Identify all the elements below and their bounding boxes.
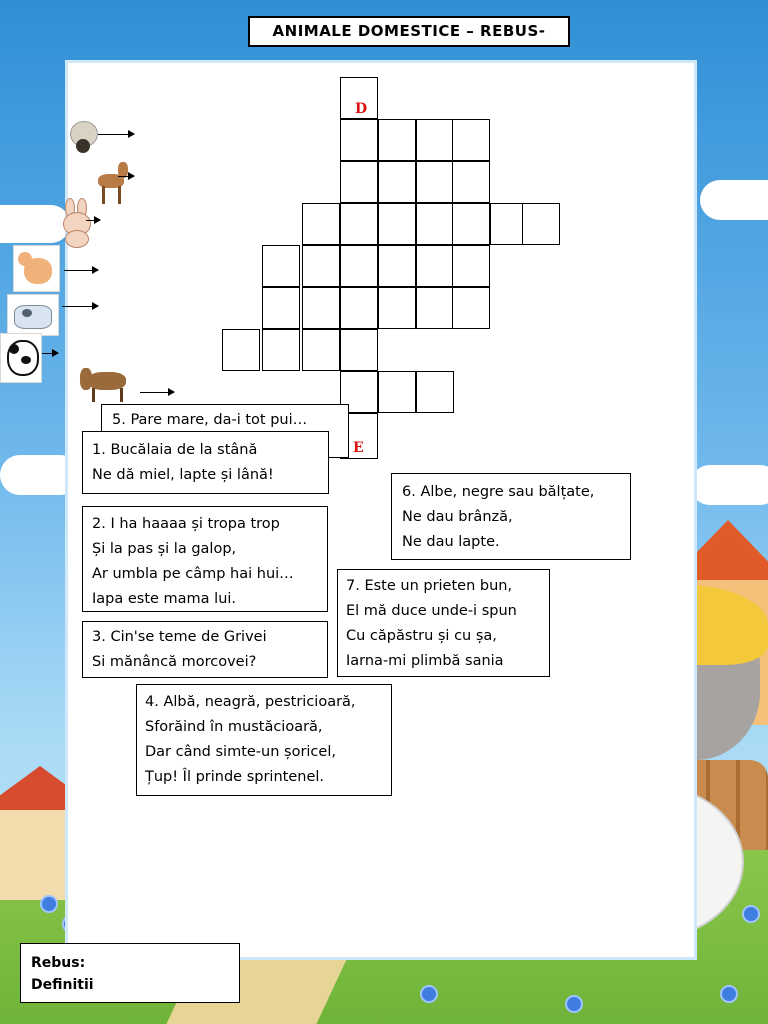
clue-line: 7. Este un prieten bun, bbox=[346, 578, 513, 594]
spotted-cow-icon bbox=[0, 333, 42, 383]
grid-cell[interactable] bbox=[378, 119, 416, 161]
horse-icon bbox=[78, 366, 140, 406]
foal-icon bbox=[94, 160, 132, 205]
grid-cell[interactable] bbox=[378, 161, 416, 203]
page-title: ANIMALE DOMESTICE – REBUS- bbox=[248, 16, 570, 47]
clue-line: Iarna-mi plimbă sania bbox=[346, 653, 504, 669]
arrow-icon bbox=[98, 134, 134, 135]
clue-line: El mă duce unde-i spun bbox=[346, 603, 517, 619]
clue-line: 5. Pare mare, da-i tot pui… bbox=[112, 412, 308, 428]
flower bbox=[742, 905, 760, 923]
grid-cell[interactable] bbox=[452, 161, 490, 203]
grid-cell[interactable] bbox=[378, 203, 416, 245]
grid-cell[interactable] bbox=[262, 245, 300, 287]
clue-line: Si mănâncă morcovei? bbox=[92, 654, 257, 670]
grid-cell[interactable] bbox=[452, 203, 490, 245]
flower bbox=[565, 995, 583, 1013]
arrow-icon bbox=[62, 306, 98, 307]
flower bbox=[720, 985, 738, 1003]
cow-icon bbox=[7, 294, 59, 336]
grid-cell[interactable] bbox=[416, 287, 454, 329]
grid-cell[interactable] bbox=[416, 371, 454, 413]
grid-cell[interactable] bbox=[522, 203, 560, 245]
clue-line: Și la pas și la galop, bbox=[92, 541, 237, 557]
grid-cell[interactable] bbox=[378, 245, 416, 287]
grid-cell[interactable] bbox=[302, 203, 340, 245]
cloud bbox=[690, 465, 768, 505]
clue-3 bbox=[82, 621, 328, 678]
flower bbox=[420, 985, 438, 1003]
clue-6 bbox=[391, 473, 631, 560]
grid-cell[interactable] bbox=[340, 203, 378, 245]
clue-line: Ne dau brânză, bbox=[402, 509, 513, 525]
arrow-icon bbox=[118, 176, 134, 177]
clue-line: 4. Albă, neagră, pestricioară, bbox=[145, 694, 356, 710]
rebus-label: Rebus: bbox=[31, 955, 86, 971]
clue-1 bbox=[82, 431, 329, 494]
arrow-icon bbox=[42, 353, 58, 354]
clue-line: Ne dau lapte. bbox=[402, 534, 500, 550]
definitions-label: Definitii bbox=[31, 977, 94, 993]
grid-cell[interactable] bbox=[340, 161, 378, 203]
grid-cell[interactable] bbox=[378, 371, 416, 413]
grid-cell[interactable] bbox=[302, 287, 340, 329]
clue-2 bbox=[82, 506, 328, 612]
grid-cell[interactable] bbox=[262, 329, 300, 371]
grid-cell[interactable] bbox=[416, 203, 454, 245]
grid-cell[interactable] bbox=[340, 287, 378, 329]
grid-cell[interactable] bbox=[416, 245, 454, 287]
rabbit-icon bbox=[57, 196, 97, 248]
clue-line: Ne dă miel, lapte și lână! bbox=[92, 467, 274, 483]
grid-cell[interactable] bbox=[340, 119, 378, 161]
clue-line: 1. Bucălaia de la stână bbox=[92, 442, 258, 458]
cloud bbox=[700, 180, 768, 220]
sheep-icon bbox=[68, 117, 98, 157]
clue-line: 2. I ha haaaa și tropa trop bbox=[92, 516, 280, 532]
flower bbox=[40, 895, 58, 913]
clue-line: Țup! Îl prinde sprintenel. bbox=[145, 769, 324, 785]
grid-cell[interactable] bbox=[378, 287, 416, 329]
clue-line: Cu căpăstru și cu șa, bbox=[346, 628, 497, 644]
grid-cell[interactable] bbox=[416, 161, 454, 203]
grid-cell[interactable] bbox=[452, 119, 490, 161]
grid-letter-top: D bbox=[355, 101, 368, 117]
clue-line: Dar când simte-un șoricel, bbox=[145, 744, 336, 760]
grid-cell[interactable] bbox=[452, 287, 490, 329]
clue-line: 6. Albe, negre sau bălțate, bbox=[402, 484, 595, 500]
clue-4 bbox=[136, 684, 392, 796]
grid-cell[interactable] bbox=[262, 287, 300, 329]
arrow-icon bbox=[64, 270, 98, 271]
cat-icon bbox=[13, 245, 60, 292]
grid-letter-bottom: E bbox=[353, 440, 364, 456]
answer-footer bbox=[20, 943, 240, 1003]
grid-cell[interactable] bbox=[222, 329, 260, 371]
clue-line: 3. Cin'se teme de Grivei bbox=[92, 629, 267, 645]
grid-cell[interactable] bbox=[302, 245, 340, 287]
grid-cell[interactable] bbox=[340, 329, 378, 371]
clue-7 bbox=[337, 569, 550, 677]
clue-line: Ar umbla pe câmp hai hui… bbox=[92, 566, 294, 582]
grid-cell[interactable] bbox=[340, 245, 378, 287]
arrow-icon bbox=[140, 392, 174, 393]
grid-cell[interactable] bbox=[302, 329, 340, 371]
arrow-icon bbox=[86, 220, 100, 221]
grid-cell[interactable] bbox=[452, 245, 490, 287]
clue-line: Sforăind în mustăcioară, bbox=[145, 719, 323, 735]
clue-line: Iapa este mama lui. bbox=[92, 591, 237, 607]
grid-cell[interactable] bbox=[416, 119, 454, 161]
